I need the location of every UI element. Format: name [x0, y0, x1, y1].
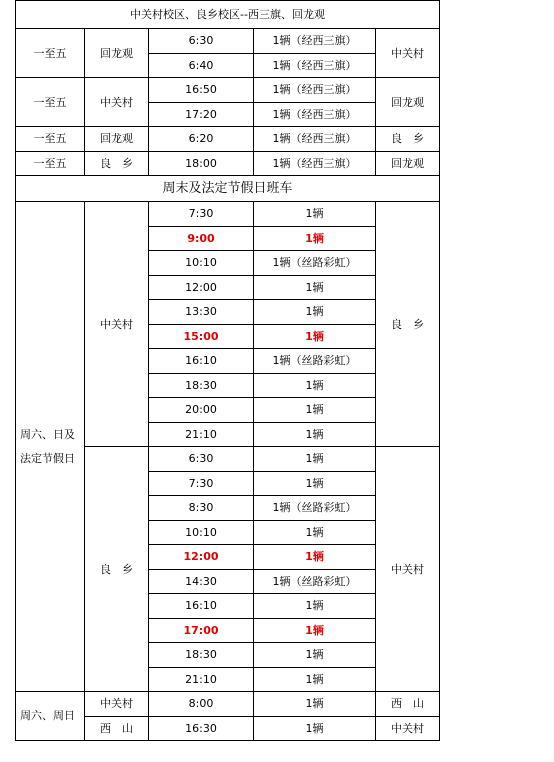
- days-cell: 一至五: [16, 29, 85, 78]
- vehicles-cell: 1辆（经西三旗）: [254, 78, 376, 103]
- destination-cell: 回龙观: [376, 78, 440, 127]
- vehicles-cell: 1辆（经西三旗）: [254, 127, 376, 152]
- destination-cell: 良 乡: [376, 202, 440, 447]
- destination-cell: 西 山: [376, 692, 440, 717]
- schedule-body: [16, 1, 440, 741]
- vehicles-cell: 1辆（丝路彩虹）: [254, 251, 376, 276]
- vehicles-cell: 1辆: [254, 275, 376, 300]
- weekend-section-title: 周末及法定节假日班车: [16, 176, 440, 202]
- departure-time-cell: 7:30: [149, 202, 254, 227]
- departure-time-cell: 18:30: [149, 373, 254, 398]
- origin-cell: 西 山: [85, 716, 149, 741]
- vehicles-cell: 1辆（经西三旗）: [254, 102, 376, 127]
- vehicles-cell: 1辆: [254, 422, 376, 447]
- departure-time-cell: 13:30: [149, 300, 254, 325]
- weekend-days-cell: 周六、日及法定节假日: [16, 202, 85, 692]
- origin-cell: 回龙观: [85, 127, 149, 152]
- highlighted-vehicles-cell: 1辆: [254, 226, 376, 251]
- highlighted-time-cell: 9:00: [149, 226, 254, 251]
- departure-time-cell: 12:00: [149, 275, 254, 300]
- bus-schedule-sheet: [15, 0, 439, 741]
- vehicles-cell: 1辆: [254, 520, 376, 545]
- vehicles-cell: 1辆: [254, 300, 376, 325]
- vehicles-cell: 1辆: [254, 667, 376, 692]
- vehicles-cell: 1辆: [254, 594, 376, 619]
- vehicles-cell: 1辆（经西三旗）: [254, 53, 376, 78]
- departure-time-cell: 6:30: [149, 29, 254, 54]
- vehicles-cell: 1辆: [254, 373, 376, 398]
- departure-time-cell: 7:30: [149, 471, 254, 496]
- days-cell: 一至五: [16, 127, 85, 152]
- vehicles-cell: 1辆（丝路彩虹）: [254, 349, 376, 374]
- table-row: [16, 151, 440, 176]
- table-row: [16, 78, 440, 103]
- departure-time-cell: 16:10: [149, 594, 254, 619]
- origin-cell: 良 乡: [85, 151, 149, 176]
- departure-time-cell: 16:50: [149, 78, 254, 103]
- departure-time-cell: 16:30: [149, 716, 254, 741]
- vehicles-cell: 1辆: [254, 643, 376, 668]
- vehicles-cell: 1辆: [254, 447, 376, 472]
- origin-cell: 回龙观: [85, 29, 149, 78]
- vehicles-cell: 1辆（丝路彩虹）: [254, 496, 376, 521]
- table-row: [16, 127, 440, 152]
- weekend-title-row: [16, 176, 440, 202]
- days-cell: 一至五: [16, 151, 85, 176]
- vehicles-cell: 1辆: [254, 398, 376, 423]
- destination-cell: 回龙观: [376, 151, 440, 176]
- departure-time-cell: 21:10: [149, 667, 254, 692]
- vehicles-cell: 1辆: [254, 716, 376, 741]
- vehicles-cell: 1辆: [254, 692, 376, 717]
- departure-time-cell: 21:10: [149, 422, 254, 447]
- departure-time-cell: 6:30: [149, 447, 254, 472]
- departure-time-cell: 14:30: [149, 569, 254, 594]
- destination-cell: 中关村: [376, 29, 440, 78]
- destination-cell: 良 乡: [376, 127, 440, 152]
- vehicles-cell: 1辆: [254, 202, 376, 227]
- vehicles-cell: 1辆（丝路彩虹）: [254, 569, 376, 594]
- departure-time-cell: 17:20: [149, 102, 254, 127]
- days-cell: 一至五: [16, 78, 85, 127]
- destination-cell: 中关村: [376, 447, 440, 692]
- highlighted-vehicles-cell: 1辆: [254, 545, 376, 570]
- origin-cell: 中关村: [85, 202, 149, 447]
- origin-cell: 良 乡: [85, 447, 149, 692]
- table-row: [16, 29, 440, 54]
- departure-time-cell: 16:10: [149, 349, 254, 374]
- departure-time-cell: 6:20: [149, 127, 254, 152]
- weekday-section-title: 中关村校区、良乡校区--西三旗、回龙观: [16, 1, 440, 29]
- highlighted-time-cell: 12:00: [149, 545, 254, 570]
- highlighted-vehicles-cell: 1辆: [254, 618, 376, 643]
- vehicles-cell: 1辆: [254, 471, 376, 496]
- vehicles-cell: 1辆（经西三旗）: [254, 29, 376, 54]
- highlighted-time-cell: 15:00: [149, 324, 254, 349]
- weekday-title-row: [16, 1, 440, 29]
- departure-time-cell: 10:10: [149, 520, 254, 545]
- departure-time-cell: 18:00: [149, 151, 254, 176]
- highlighted-vehicles-cell: 1辆: [254, 324, 376, 349]
- table-row: [16, 202, 440, 227]
- western-days-cell: 周六、周日: [16, 692, 85, 741]
- destination-cell: 中关村: [376, 716, 440, 741]
- departure-time-cell: 8:30: [149, 496, 254, 521]
- origin-cell: 中关村: [85, 692, 149, 717]
- departure-time-cell: 18:30: [149, 643, 254, 668]
- vehicles-cell: 1辆（经西三旗）: [254, 151, 376, 176]
- departure-time-cell: 6:40: [149, 53, 254, 78]
- table-row: [16, 692, 440, 717]
- highlighted-time-cell: 17:00: [149, 618, 254, 643]
- origin-cell: 中关村: [85, 78, 149, 127]
- departure-time-cell: 20:00: [149, 398, 254, 423]
- bus-schedule-table: [15, 0, 440, 741]
- departure-time-cell: 8:00: [149, 692, 254, 717]
- departure-time-cell: 10:10: [149, 251, 254, 276]
